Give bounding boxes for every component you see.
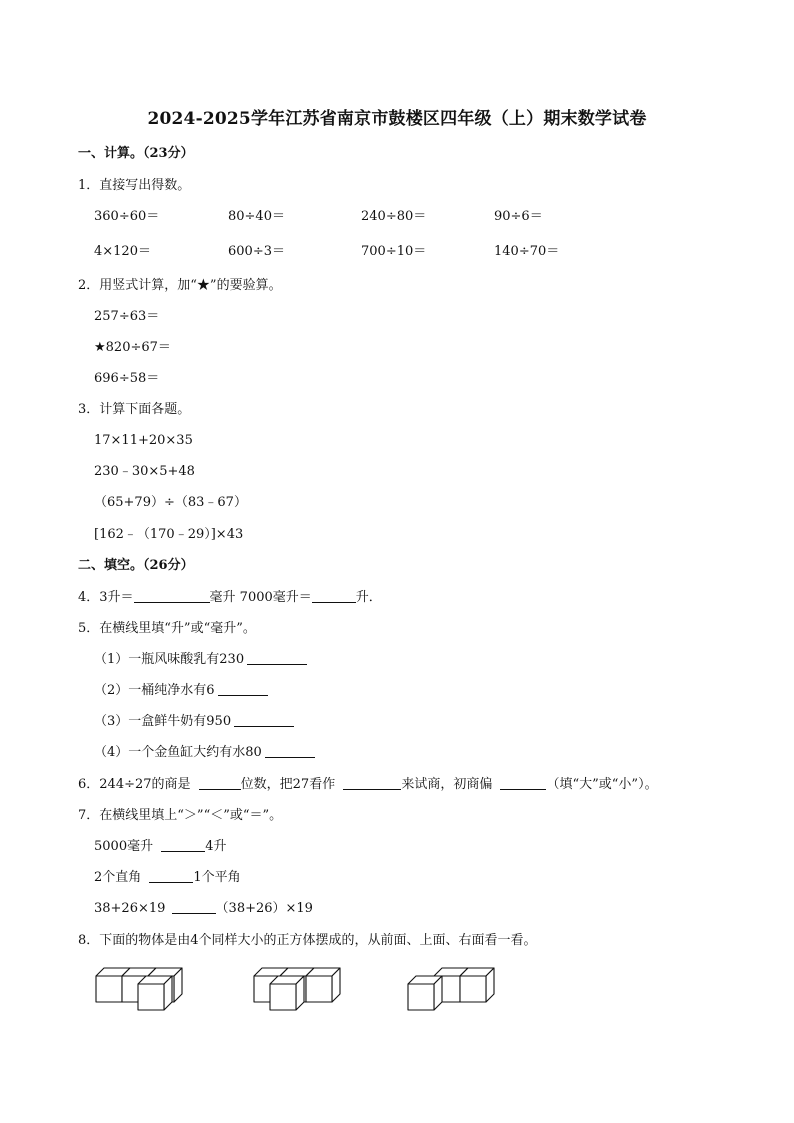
q1-item: 80÷40＝: [228, 209, 285, 224]
q6-blank-1[interactable]: [199, 777, 241, 790]
q7-left: 2个直角: [94, 870, 146, 885]
q6-blank-3[interactable]: [500, 777, 546, 790]
q2-item: 696÷58＝: [94, 371, 160, 386]
q5-item-text: （4）一个金鱼缸大约有水80: [94, 745, 262, 760]
q8-stem: 8．下面的物体是由4个同样大小的正方体摆成的，从前面、上面、右面看一看。: [78, 933, 537, 948]
q5-item-text: （3）一盒鲜牛奶有950: [94, 714, 232, 729]
q5-item-text: （1）一瓶风味酸乳有230: [94, 652, 245, 667]
q1-item: 240÷80＝: [361, 209, 427, 224]
q7-right: 1个平角: [193, 870, 241, 885]
q5-blank[interactable]: [265, 745, 315, 758]
q3-stem: 3．计算下面各题。: [78, 402, 191, 417]
q3-item: 17×11+20×35: [94, 433, 193, 448]
exam-title: 2024-2025学年江苏省南京市鼓楼区四年级（上）期末数学试卷: [147, 109, 647, 129]
q6-blank-2[interactable]: [343, 777, 401, 790]
q1-item: 90÷6＝: [494, 209, 543, 224]
section-2-heading: 二、填空。（26分）: [78, 558, 194, 573]
q1-item: 4×120＝: [94, 244, 151, 259]
q3-item: （65+79）÷（83﹣67）: [94, 495, 247, 510]
q7-blank[interactable]: [172, 901, 216, 914]
q4-blank-2[interactable]: [312, 590, 356, 603]
q6-line: [78, 777, 658, 793]
q4-text-1: 4．3升＝: [78, 590, 134, 605]
cube-figure-2: [250, 962, 350, 1014]
q7-left: 38+26×19: [94, 901, 170, 916]
q5-item: [94, 683, 268, 699]
q7-stem: 7．在横线里填上“＞”“＜”或“＝”。: [78, 808, 283, 823]
q7-blank[interactable]: [161, 839, 205, 852]
q5-stem: 5．在横线里填“升”或“毫升”。: [78, 621, 256, 636]
cube-figure-1: [92, 962, 192, 1014]
q5-blank[interactable]: [218, 683, 268, 696]
q6-text-3: 来试商，初商偏: [401, 777, 497, 792]
q5-blank[interactable]: [234, 714, 294, 727]
q7-item: [94, 870, 241, 886]
q5-blank[interactable]: [247, 652, 307, 665]
q6-text-4: （填“大”或“小”）。: [546, 777, 658, 792]
q5-item: [94, 652, 307, 668]
q4-text-3: 升．: [355, 590, 382, 605]
q5-item: [94, 745, 315, 761]
q4-blank-1[interactable]: [134, 590, 210, 603]
q1-item: 360÷60＝: [94, 209, 160, 224]
q7-item: [94, 901, 313, 917]
q1-item: 700÷10＝: [361, 244, 427, 259]
q4-text-2: 毫升 7000毫升＝: [209, 590, 312, 605]
q5-item: [94, 714, 294, 730]
q3-item: 230﹣30×5+48: [94, 464, 195, 479]
q7-blank[interactable]: [149, 870, 193, 883]
q7-left: 5000毫升: [94, 839, 158, 854]
q6-text-1: 6．244÷27的商是: [78, 777, 195, 792]
q7-right: （38+26）×19: [215, 901, 313, 916]
q5-item-text: （2）一桶纯净水有6: [94, 683, 215, 698]
q1-item: 140÷70＝: [494, 244, 560, 259]
q6-text-2: 位数，把27看作: [240, 777, 340, 792]
q1-item: 600÷3＝: [228, 244, 285, 259]
cube-figure-3: [404, 962, 508, 1014]
q7-item: [94, 839, 227, 855]
q4-line: [78, 590, 382, 606]
q2-stem: 2．用竖式计算，加“★”的要验算。: [78, 278, 282, 293]
q7-right: 4升: [205, 839, 227, 854]
section-1-heading: 一、计算。（23分）: [78, 146, 194, 161]
q1-stem: 1．直接写出得数。: [78, 178, 191, 193]
q2-item: 257÷63＝: [94, 309, 160, 324]
q3-item: [162﹣（170﹣29）]×43: [94, 527, 244, 542]
q2-item: ★820÷67＝: [94, 340, 171, 355]
